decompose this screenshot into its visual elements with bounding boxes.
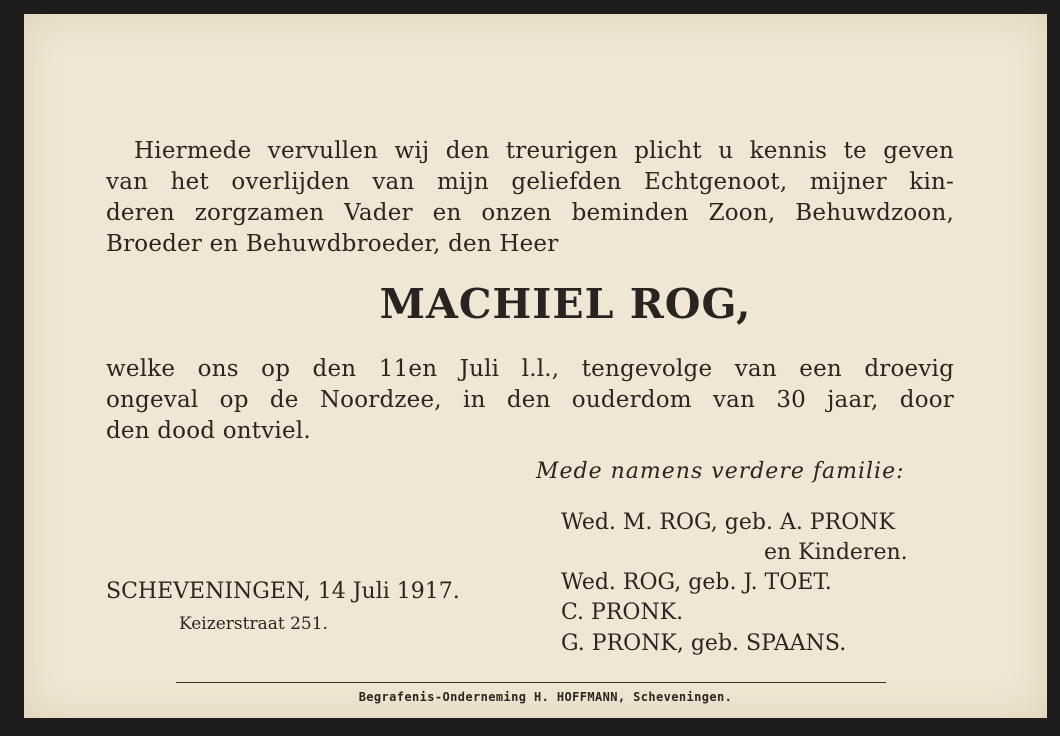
family-member: C. PRONK.	[561, 600, 684, 625]
intro-line-3: deren zorgzamen Vader en onzen beminden Zoon, Behuwdzoon,	[106, 200, 954, 226]
family-heading: Mede namens verdere familie:	[536, 459, 905, 484]
detail-line-2: ongeval op de Noordzee, in den ouderdom van 30 jaar, door	[106, 387, 954, 413]
deceased-name: MACHIEL ROG,	[379, 280, 752, 328]
family-member: en Kinderen.	[764, 540, 908, 565]
mourning-card	[24, 14, 1047, 718]
undertaker-imprint: Begrafenis-Onderneming H. HOFFMANN, Scheveningen.	[358, 690, 733, 704]
intro-line-1: Hiermede vervullen wij den treurigen plicht u kennis te geven	[134, 138, 954, 164]
family-member: Wed. M. ROG, geb. A. PRONK	[561, 510, 895, 535]
intro-line-2: van het overlijden van mijn geliefden Echtgenoot, mijner kin-	[106, 169, 954, 195]
place-date: SCHEVENINGEN, 14 Juli 1917.	[106, 579, 460, 604]
detail-line-1: welke ons op den 11en Juli l.l., tengevolge van een droevig	[106, 356, 954, 382]
detail-line-3: den dood ontviel.	[106, 418, 311, 444]
footer-divider	[176, 682, 886, 683]
family-member: G. PRONK, geb. SPAANS.	[561, 631, 847, 656]
address: Keizerstraat 251.	[179, 614, 328, 634]
family-member: Wed. ROG, geb. J. TOET.	[561, 570, 832, 595]
intro-line-4: Broeder en Behuwdbroeder, den Heer	[106, 231, 559, 257]
